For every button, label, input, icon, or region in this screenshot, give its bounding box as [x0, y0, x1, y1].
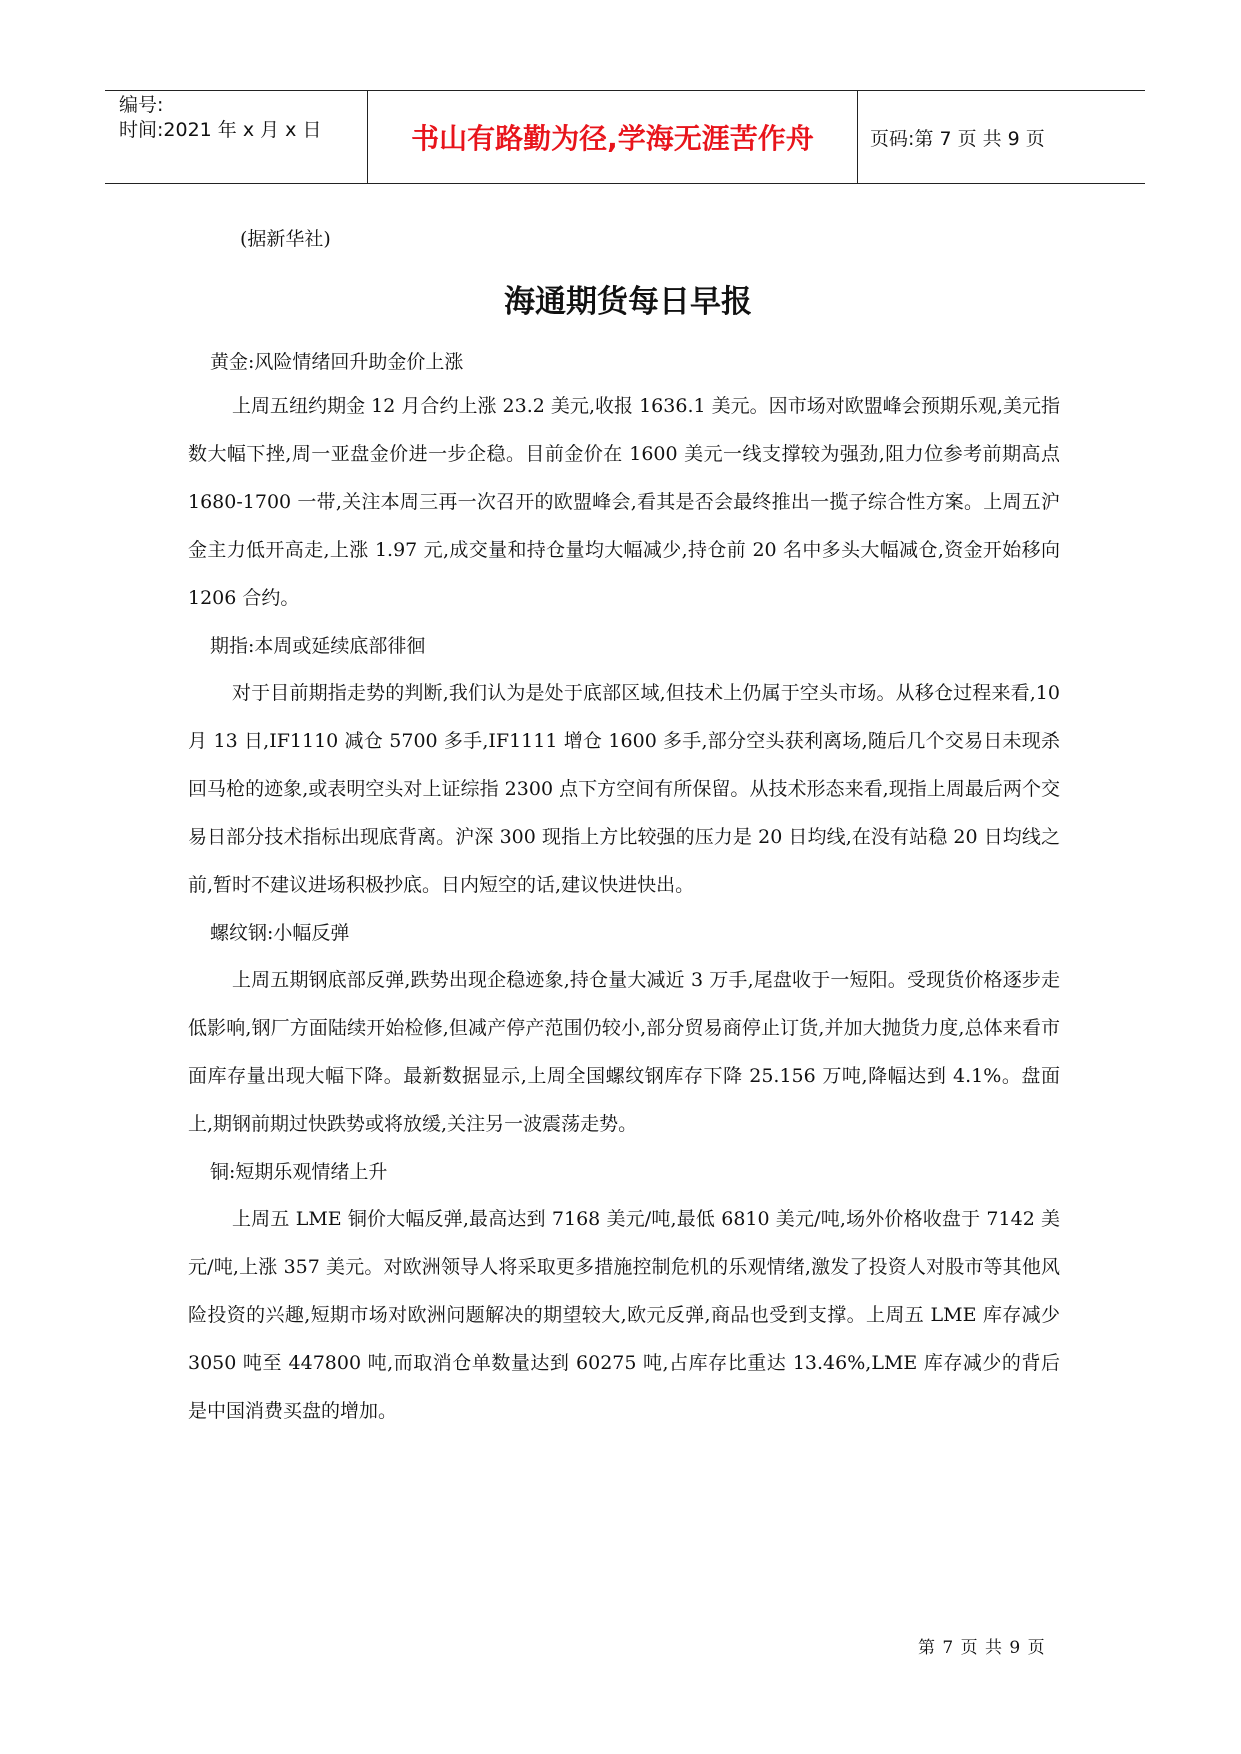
header-meta: [105, 91, 368, 183]
section-heading-index-futures: 期指:本周或延续底部徘徊: [210, 635, 426, 657]
page-header: [105, 90, 1145, 184]
page-footer: 第 7 页 共 9 页: [918, 1638, 1046, 1658]
section-body-copper: 上周五 LME 铜价大幅反弹,最高达到 7168 美元/吨,最低 6810 美元/吨,场外价格收盘于 7142 美元/吨,上涨 357 美元。对欧洲领导人将采取更多措施控制危机的乐观情绪,激发了投资人对股市等其他风险投资的兴趣,短期市场对欧洲问题解决的期望较大,欧元反弹,商品也受到支撑。上周五 LME 库存减少 3050 吨至 447800 吨,而取消仓单数量达到 60275 吨,占库存比重达 13.46%,LME 库存减少的背后是中国消费买盘的增加。: [188, 1208, 1060, 1422]
section-heading-rebar: 螺纹钢:小幅反弹: [210, 922, 350, 944]
section-body-rebar: 上周五期钢底部反弹,跌势出现企稳迹象,持仓量大减近 3 万手,尾盘收于一短阳。受现货价格逐步走低影响,钢厂方面陆续开始检修,但减产停产范围仍较小,部分贸易商停止订货,并加大抛货力度,总体来看市面库存量出现大幅下降。最新数据显示,上周全国螺纹钢库存下降 25.156 万吨,降幅达到 4.1%。盘面上,期钢前期过快跌势或将放缓,关注另一波震荡走势。: [188, 969, 1060, 1135]
section-heading-copper: 铜:短期乐观情绪上升: [210, 1161, 388, 1183]
section-heading-gold: 黄金:风险情绪回升助金价上涨: [210, 351, 464, 373]
header-motto: 书山有路勤为径,学海无涯苦作舟: [368, 91, 858, 183]
document-time-label: 时间:2021 年 x 月 x 日: [119, 119, 322, 141]
news-source: (据新华社): [240, 228, 331, 250]
document-title: 海通期货每日早报: [504, 284, 752, 320]
document-number-label: 编号:: [119, 94, 164, 116]
header-page-label: 页码:第 7 页 共 9 页: [870, 127, 1045, 150]
section-body-gold: 上周五纽约期金 12 月合约上涨 23.2 美元,收报 1636.1 美元。因市场对欧盟峰会预期乐观,美元指数大幅下挫,周一亚盘金价进一步企稳。目前金价在 1600 美元一线支撑较为强劲,阻力位参考前期高点 1680-1700 一带,关注本周三再一次召开的欧盟峰会,看其是否会最终推出一揽子综合性方案。上周五沪金主力低开高走,上涨 1.97 元,成交量和持仓量均大幅减少,持仓前 20 名中多头大幅减仓,资金开始移向 1206 合约。: [188, 395, 1060, 609]
document-body: [188, 226, 1060, 1435]
section-body-index-futures: 对于目前期指走势的判断,我们认为是处于底部区域,但技术上仍属于空头市场。从移仓过程来看,10 月 13 日,IF1110 减仓 5700 多手,IF1111 增仓 1600 多手,部分空头获利离场,随后几个交易日未现杀回马枪的迹象,或表明空头对上证综指 2300 点下方空间有所保留。从技术形态来看,现指上周最后两个交易日部分技术指标出现底背离。沪深 300 现指上方比较强的压力是 20 日均线,在没有站稳 20 日均线之前,暂时不建议进场积极抄底。日内短空的话,建议快进快出。: [188, 682, 1060, 896]
